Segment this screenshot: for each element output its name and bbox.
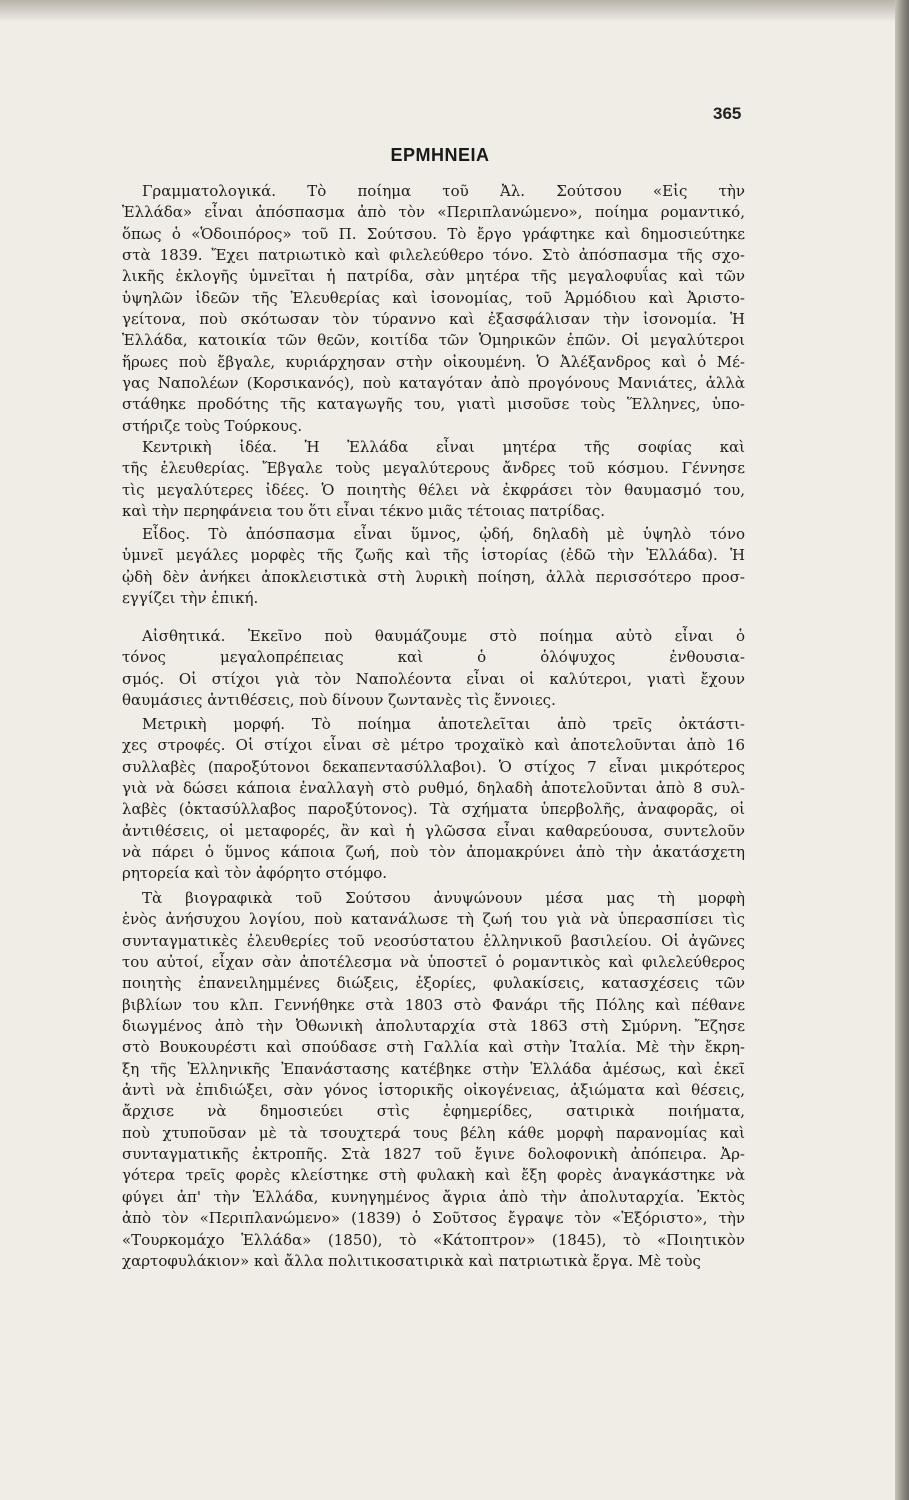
paragraph — [122, 181, 745, 437]
text-line: Ἑλλάδα, κατοικία τῶν θεῶν, κοιτίδα τῶν Ὁμηρικῶν ἐπῶν. Οἱ μεγαλύτεροι — [122, 331, 745, 350]
text-line: νὰ πάρει ὁ ὕμνος κάποια ζωή, ποὺ τὸν ἀπομακρύνει ἀπὸ τὴν ἀκατάσχετη — [122, 843, 745, 862]
text-line: Ἑλλάδα» εἶναι ἀπόσπασμα ἀπὸ τὸν «Περιπλανώμενο», ποίημα ρομαντικό, — [122, 203, 745, 222]
text-line: του αὐτοί, εἶχαν σὰν ἀποτέλεσμα νὰ ὑποστεῖ ὁ ρομαντικὸς καὶ φιλελεύθερος — [122, 953, 745, 972]
text-line: στὰ 1839. Ἔχει πατριωτικὸ καὶ φιλελεύθερο τόνο. Στὸ ἀπόσπασμα τῆς σχο- — [122, 246, 745, 265]
text-line: ᾠδὴ δὲν ἀνήκει ἀποκλειστικὰ στὴ λυρικὴ ποίηση, ἀλλὰ περισσότερο προσ- — [122, 567, 745, 586]
text-line: ρητορεία καὶ τὸν ἀφόρητο στόμφο. — [122, 864, 388, 883]
text-line: στάθηκε προδότης τῆς καταγωγῆς του, γιατὶ μισοῦσε τοὺς Ἕλληνες, ὑπο- — [122, 395, 745, 414]
text-line: «Τουρκομάχο Ἑλλάδα» (1850), τὸ «Κάτοπτρον» (1845), τὸ «Ποιητικὸν — [122, 1230, 745, 1249]
text-line: ἀντιθέσεις, οἱ μεταφορές, ἂν καὶ ἡ γλῶσσα εἶναι καθαρεύουσα, συντελοῦν — [122, 821, 745, 840]
text-line: ποιητὴς ἐπανειλημμένες διώξεις, ἐξορίες, φυλακίσεις, κατασχέσεις τῶν — [122, 974, 745, 993]
text-line: ὑμνεῖ μεγάλες μορφὲς τῆς ζωῆς καὶ τῆς ἱστορίας (ἐδῶ τὴν Ἑλλάδα). Ἡ — [122, 546, 745, 565]
text-line: λαβὲς (ὀκτασύλλαβος παροξύτονος). Τὰ σχήματα ὑπερβολῆς, ἀναφορᾶς, οἱ — [122, 800, 745, 819]
text-line: χαρτοφυλάκιον» καὶ ἄλλα πολιτικοσατιρικὰ καὶ πατριωτικὰ ἔργα. Μὲ τοὺς — [122, 1251, 701, 1270]
paragraph — [122, 888, 745, 1272]
text-line: στὸ Βουκουρέστι καὶ σπούδασε στὴ Γαλλία καὶ στὴν Ἰταλία. Μὲ τὴν ἔκρη- — [122, 1038, 745, 1057]
text-line: τῆς ἐλευθερίας. Ἔβγαλε τοὺς μεγαλύτερους ἄνδρες τοῦ κόσμου. Γέννησε — [122, 459, 745, 478]
text-line: καὶ τὴν περηφάνεια του ὅτι εἶναι τέκνο μιᾶς τέτοιας πατρίδας. — [122, 502, 605, 521]
paragraph — [122, 437, 745, 522]
text-line: γείτονα, ποὺ σκότωσαν τὸν τύραννο καὶ ἐξασφάλισαν τὴν ἰσονομία. Ἡ — [122, 310, 745, 329]
text-line: γιὰ νὰ δώσει κάποια ἐναλλαγὴ στὸ ρυθμό, δηλαδὴ ἀποτελοῦνται ἀπὸ 8 συλ- — [122, 779, 745, 798]
paragraph-first-line: Κεντρικὴ ἰδέα. Ἡ Ἑλλάδα εἶναι μητέρα τῆς σοφίας καὶ — [142, 438, 745, 456]
text-line: εγγίζει τὴν ἐπική. — [122, 589, 259, 608]
text-line: ἥρωες ποὺ ἔβγαλε, κυριάρχησαν στὴν οἰκουμένη. Ὁ Ἀλέξανδρος καὶ ὁ Μέ- — [122, 352, 745, 371]
page-number: 365 — [713, 104, 742, 123]
text-line: ἄρχισε νὰ δημοσιεύει στὶς ἐφημερίδες, σατιρικὰ ποιήματα, — [122, 1102, 745, 1121]
text-line: ὅπως ὁ «Ὁδοιπόρος» τοῦ Π. Σούτσου. Τὸ ἔργο γράφτηκε καὶ δημοσιεύτηκε — [122, 224, 745, 243]
paragraph — [122, 714, 745, 885]
text-line: διωγμένος ἀπὸ τὴν Ὀθωνικὴ ἀπολυταρχία στὰ 1863 στὴ Σμύρνη. Ἔζησε — [122, 1017, 745, 1036]
text-line: ἀπὸ τὸν «Περιπλανώμενο» (1839) ὁ Σοῦτσος ἔγραψε τὸν «Ἐξόριστο», τὴν — [122, 1209, 745, 1228]
paragraph — [122, 626, 745, 711]
paragraph — [122, 524, 745, 609]
paragraph-first-line: Μετρικὴ μορφή. Τὸ ποίημα ἀποτελεῖται ἀπὸ τρεῖς ὀκτάστι- — [142, 715, 745, 733]
page-top-shadow — [0, 0, 895, 22]
text-line: ὑψηλῶν ἰδεῶν τῆς Ἐλευθερίας καὶ ἰσονομίας, τοῦ Ἁρμόδιου καὶ Ἀριστο- — [122, 288, 745, 307]
text-line: συνταγματικῆς ἐκτροπῆς. Στὰ 1827 τοῦ ἔγινε δολοφονικὴ ἀπόπειρα. Ἀρ- — [122, 1145, 745, 1164]
text-line: τόνος μεγαλοπρέπειας καὶ ὁ ὁλόψυχος ἐνθουσια- — [122, 648, 745, 667]
text-line: γότερα τρεῖς φορὲς κλείστηκε στὴ φυλακὴ καὶ ἔξη φορὲς ἀναγκάστηκε νὰ — [122, 1166, 745, 1185]
section-title: ΕΡΜΗΝΕΙΑ — [390, 145, 490, 165]
text-line: συλλαβὲς (παροξύτονοι δεκαπεντασύλλαβοι). Ὁ στίχος 7 εἶναι μικρότερος — [122, 757, 745, 776]
text-line: λικῆς ἐκλογῆς ὑμνεῖται ἡ πατρίδα, σὰν μητέρα τῆς μεγαλοφυΐας καὶ τῶν — [122, 267, 745, 286]
text-line: ἀντὶ νὰ ἐπιδιώξει, σὰν γόνος ἱστορικῆς οἰκογένειας, ἀξιώματα καὶ θέσεις, — [122, 1081, 745, 1100]
paragraph-first-line: Γραμματολογικά. Τὸ ποίημα τοῦ Ἀλ. Σούτσου «Εἰς τὴν — [142, 182, 745, 200]
page-edge-shadow — [895, 0, 909, 1500]
text-line: σμός. Οἱ στίχοι γιὰ τὸν Ναπολέοντα εἶναι οἱ καλύτεροι, γιατὶ ἔχουν — [122, 669, 745, 688]
text-line: γας Ναπολέων (Κορσικανός), ποὺ καταγόταν ἀπὸ προγόνους Μανιάτες, ἀλλὰ — [122, 374, 745, 393]
text-line: συνταγματικὲς ἐλευθερίες τοῦ νεοσύστατου ἑλληνικοῦ βασιλείου. Οἱ ἀγῶνες — [122, 931, 745, 950]
text-line: ξη τῆς Ἑλληνικῆς Ἐπανάστασης κατέβηκε στὴν Ἑλλάδα ἀμέσως, καὶ ἐκεῖ — [122, 1059, 745, 1078]
text-line: ποὺ χτυποῦσαν μὲ τὰ τσουχτερά τους βέλη κάθε μορφὴ παρανομίας καὶ — [122, 1123, 745, 1142]
paragraph-first-line: Τὰ βιογραφικὰ τοῦ Σούτσου ἀνυψώνουν μέσα μας τὴ μορφὴ — [142, 889, 745, 907]
text-line: βιβλίων του κλπ. Γεννήθηκε στὰ 1803 στὸ Φανάρι τῆς Πόλης καὶ πέθανε — [122, 995, 745, 1014]
text-line: τὶς μεγαλύτερες ἰδέες. Ὁ ποιητὴς θέλει νὰ ἐκφράσει τὸν θαυμασμό του, — [122, 480, 745, 499]
paragraph-first-line: Εἶδος. Τὸ ἀπόσπασμα εἶναι ὕμνος, ᾠδή, δηλαδὴ μὲ ὑψηλὸ τόνο — [142, 525, 745, 543]
text-line: θαυμάσιες ἀντιθέσεις, ποὺ δίνουν ζωντανὲς τὶς ἔννοιες. — [122, 691, 556, 710]
text-line: στήριζε τοὺς Τούρκους. — [122, 416, 303, 435]
paragraph-first-line: Αἰσθητικά. Ἐκεῖνο ποὺ θαυμάζουμε στὸ ποίημα αὐτὸ εἶναι ὁ — [142, 627, 745, 645]
text-line: χες στροφές. Οἱ στίχοι εἶναι σὲ μέτρο τροχαϊκὸ καὶ ἀποτελοῦνται ἀπὸ 16 — [122, 736, 745, 755]
text-line: ἑνὸς ἀνήσυχου λογίου, ποὺ κατανάλωσε τὴ ζωή του γιὰ νὰ ὑπερασπίσει τὶς — [122, 910, 745, 929]
text-line: φύγει ἀπ' τὴν Ἑλλάδα, κυνηγημένος ἄγρια ἀπὸ τὴν ἀπολυταρχία. Ἐκτὸς — [122, 1187, 745, 1206]
